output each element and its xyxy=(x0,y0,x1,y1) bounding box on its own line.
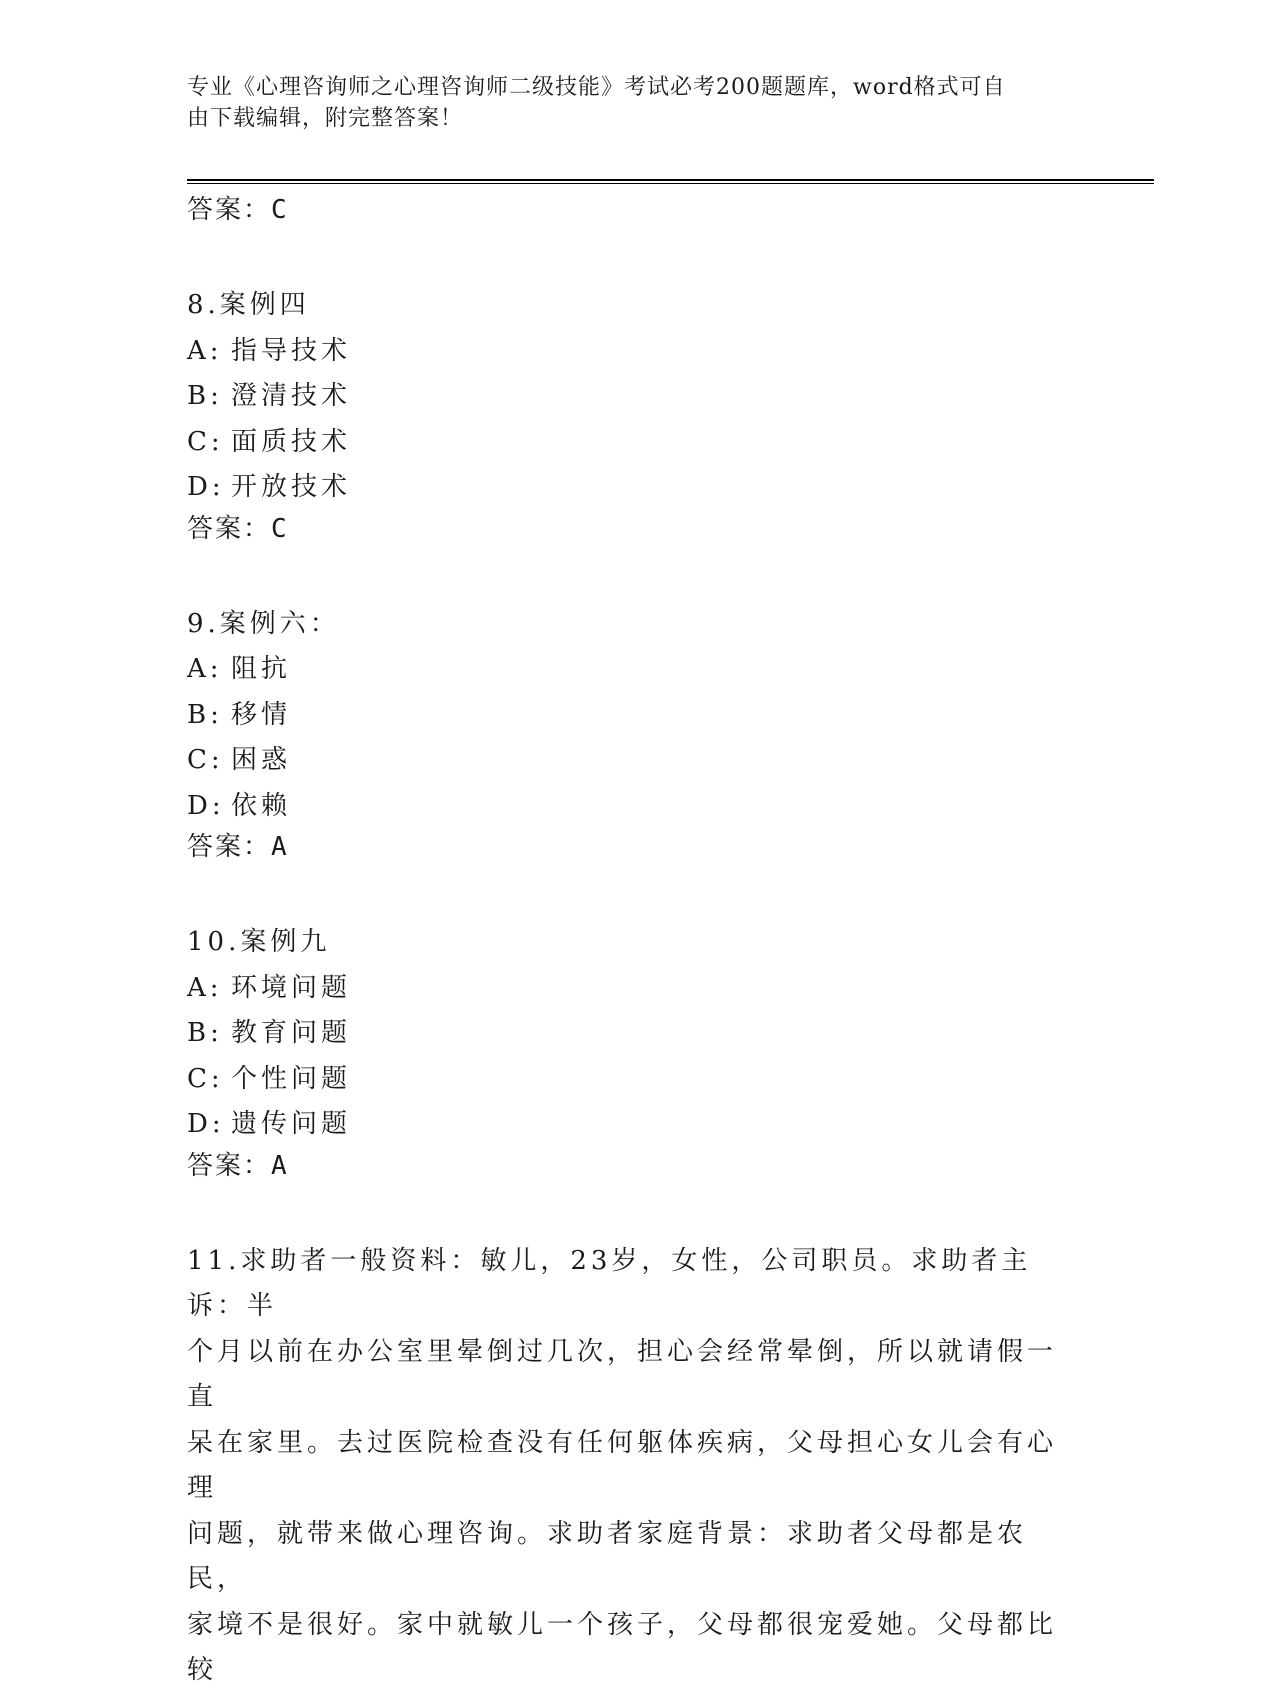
option-text: 阻抗 xyxy=(231,654,292,684)
option-key: D: xyxy=(187,1109,225,1139)
option-text: 移情 xyxy=(231,699,292,730)
option-key: C: xyxy=(187,1063,224,1094)
question-10 xyxy=(187,920,1087,1184)
spacer xyxy=(187,547,1087,602)
option-key: D: xyxy=(187,472,225,502)
paragraph-line: 问题，就带来做心理咨询。求助者家庭背景：求助者父母都是农民， xyxy=(187,1518,1028,1594)
option-a xyxy=(187,966,1087,1012)
question-title: 8.案例四 xyxy=(187,290,310,320)
spacer xyxy=(187,865,1087,920)
option-text: 依赖 xyxy=(231,790,292,821)
option-text: 困惑 xyxy=(231,745,292,775)
option-c xyxy=(187,1057,1087,1103)
spacer xyxy=(187,228,1087,283)
option-key: C: xyxy=(187,426,224,457)
option-text: 环境问题 xyxy=(231,972,352,1003)
document-header xyxy=(187,72,1067,134)
option-text: 澄清技术 xyxy=(231,381,352,411)
option-key: A: xyxy=(187,654,223,684)
question-answer: 答案：A xyxy=(187,1150,289,1181)
paragraph-line: 呆在家里。去过医院检查没有任何躯体疾病，父母担心女儿会有心理 xyxy=(187,1427,1058,1503)
question-title: 9.案例六： xyxy=(187,608,340,639)
option-text: 教育问题 xyxy=(231,1018,352,1048)
option-key: B: xyxy=(187,381,223,411)
option-text: 遗传问题 xyxy=(231,1109,352,1139)
option-c xyxy=(187,738,1087,784)
option-d xyxy=(187,784,1087,830)
option-key: D: xyxy=(187,790,225,821)
option-b xyxy=(187,1011,1087,1057)
question-11 xyxy=(187,1239,1067,1694)
option-text: 个性问题 xyxy=(231,1063,352,1094)
option-key: A: xyxy=(187,335,223,366)
option-key: B: xyxy=(187,1018,223,1048)
paragraph-line: 个月以前在办公室里晕倒过几次，担心会经常晕倒，所以就请假一直 xyxy=(187,1336,1058,1412)
option-key: C: xyxy=(187,745,224,775)
option-a xyxy=(187,647,1087,693)
question-answer: 答案：C xyxy=(187,513,289,544)
option-text: 开放技术 xyxy=(231,472,352,502)
option-d xyxy=(187,1102,1087,1148)
option-key: B: xyxy=(187,699,223,730)
option-text: 指导技术 xyxy=(231,335,352,366)
spacer xyxy=(187,1184,1087,1239)
option-b xyxy=(187,693,1087,739)
header-rule-thick xyxy=(187,179,1154,181)
question-title: 10.案例九 xyxy=(187,927,331,957)
option-c xyxy=(187,420,1087,466)
header-line-1: 专业《心理咨询师之心理咨询师二级技能》考试必考200题题库，word格式可自 xyxy=(187,75,1006,100)
option-d xyxy=(187,465,1087,511)
header-rule-thin xyxy=(187,183,1154,184)
paragraph-line: 家境不是很好。家中就敏儿一个孩子，父母都很宠爱她。父母都比较 xyxy=(187,1609,1058,1685)
option-a xyxy=(187,329,1087,375)
answer-previous-question: 答案：C xyxy=(187,195,289,225)
option-b xyxy=(187,374,1087,420)
document-body xyxy=(187,192,1087,1694)
option-key: A: xyxy=(187,972,223,1003)
question-9 xyxy=(187,602,1087,866)
question-answer: 答案：A xyxy=(187,832,289,862)
question-8 xyxy=(187,283,1087,547)
paragraph-line: 11.求助者一般资料：敏儿，23岁，女性，公司职员。求助者主诉：半 xyxy=(187,1245,1032,1321)
header-line-2: 由下载编辑，附完整答案！ xyxy=(187,106,464,131)
option-text: 面质技术 xyxy=(231,426,352,457)
